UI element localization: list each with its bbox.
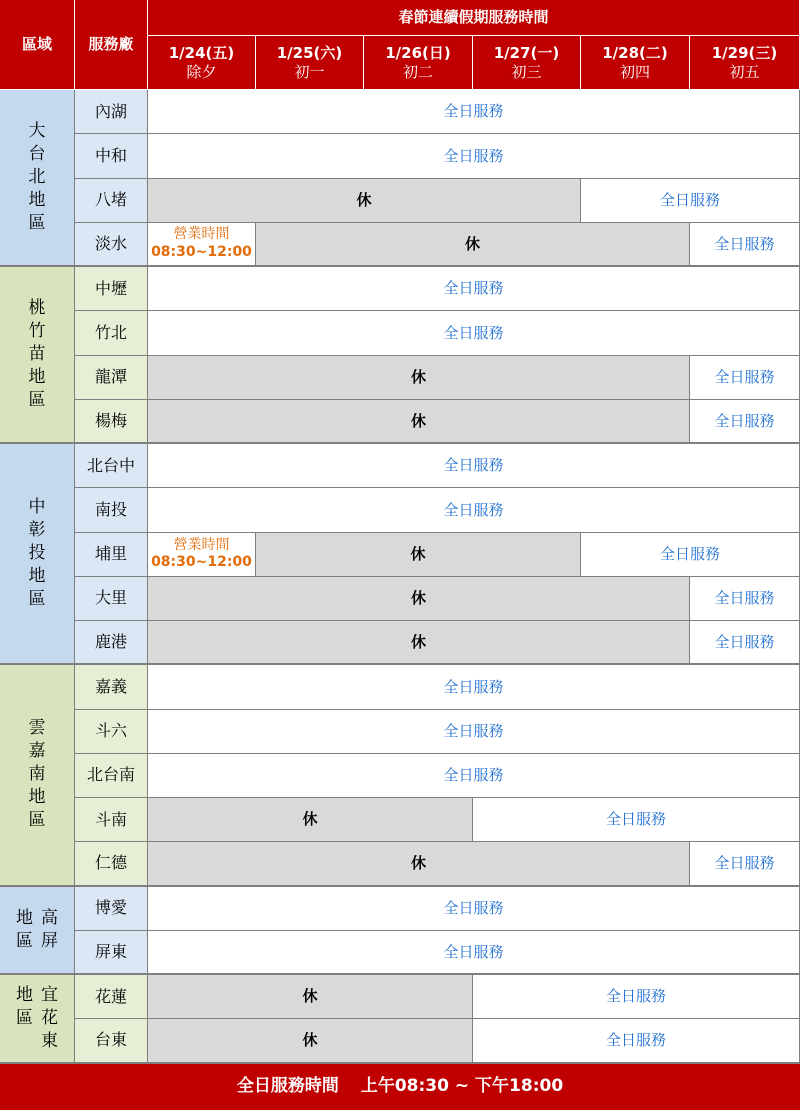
closed-cell (148, 975, 473, 1019)
closed-cell (148, 798, 473, 842)
day-date: 1/28(二) (602, 43, 668, 62)
region-char: 地 (28, 190, 46, 210)
full-service-label: 全日服務 (443, 146, 504, 165)
branch-name: 花蓮 (94, 986, 127, 1006)
full-service-label: 全日服務 (443, 456, 504, 475)
branch-name: 埔里 (94, 544, 127, 564)
closed-cell (148, 356, 690, 400)
closed-label: 休 (302, 987, 318, 1006)
branch-cell (75, 267, 148, 311)
branch-name: 斗六 (94, 721, 127, 741)
closed-label: 休 (464, 234, 480, 253)
full-service-label: 全日服務 (443, 721, 504, 740)
day-header (364, 36, 473, 90)
branch-cell (75, 90, 148, 134)
closed-cell (148, 179, 581, 223)
branch-name: 台東 (94, 1030, 127, 1050)
branch-cell (75, 356, 148, 400)
region-char: 南 (28, 764, 46, 785)
full-service-cell (581, 533, 800, 577)
full-service-cell (148, 90, 800, 134)
branch-name: 斗南 (94, 809, 127, 829)
region-char: 區 (28, 390, 46, 410)
region-cell (0, 267, 75, 444)
region-char: 投 (28, 543, 46, 564)
branch-name: 八堵 (94, 190, 127, 210)
region-char: 區 (16, 1007, 33, 1028)
day-header (256, 36, 364, 90)
region-char: 彰 (28, 520, 46, 541)
branch-name: 博愛 (94, 898, 127, 918)
branch-cell (75, 754, 148, 798)
closed-label: 休 (356, 190, 372, 209)
closed-cell (148, 577, 690, 621)
full-service-cell (148, 488, 800, 532)
region-char: 區 (28, 810, 46, 831)
region-char: 地 (16, 907, 33, 928)
branch-name: 中壢 (94, 278, 127, 298)
full-service-cell (148, 267, 800, 311)
day-header (148, 36, 256, 90)
full-service-label: 全日服務 (714, 411, 775, 430)
day-header (581, 36, 690, 90)
branch-name: 嘉義 (94, 676, 127, 696)
full-service-label: 全日服務 (443, 323, 504, 342)
region-cell (0, 444, 75, 665)
branch-cell (75, 1019, 148, 1063)
branch-cell (75, 975, 148, 1019)
region-char: 屏 (41, 930, 58, 951)
full-service-cell (148, 134, 800, 178)
branch-name: 楊梅 (94, 410, 127, 430)
full-service-label: 全日服務 (443, 766, 504, 784)
full-service-label: 全日服務 (443, 677, 504, 696)
branch-name: 北台中 (86, 455, 135, 475)
hours-label: 營業時間 (173, 226, 230, 243)
footer-banner (0, 1064, 800, 1110)
day-name: 初二 (402, 62, 433, 81)
full-service-cell (581, 179, 800, 223)
branch-name: 北台南 (86, 765, 135, 785)
hours-label: 營業時間 (173, 536, 230, 553)
branch-name: 鹿港 (94, 632, 127, 652)
region-char: 中 (28, 497, 46, 518)
full-service-label: 全日服務 (714, 854, 775, 872)
region-char: 地 (16, 984, 33, 1005)
closed-label: 休 (302, 810, 318, 829)
region-char: 台 (28, 144, 46, 164)
day-date: 1/26(日) (385, 43, 451, 62)
closed-cell (148, 621, 690, 665)
branch-cell (75, 842, 148, 886)
full-service-cell (690, 356, 800, 400)
partial-hours-cell (148, 533, 256, 577)
region-char: 花 (41, 1007, 58, 1028)
day-name: 初三 (511, 62, 542, 81)
closed-label: 休 (410, 411, 426, 430)
branch-name: 南投 (94, 499, 127, 519)
branch-cell (75, 710, 148, 754)
branch-cell (75, 179, 148, 223)
full-service-label: 全日服務 (714, 367, 775, 386)
full-service-cell (690, 621, 800, 665)
full-service-cell (690, 400, 800, 444)
branch-name: 仁德 (94, 853, 127, 873)
region-header-label: 區域 (21, 35, 52, 54)
region-char: 北 (28, 167, 46, 187)
closed-label: 休 (410, 632, 426, 651)
full-service-label: 全日服務 (714, 632, 775, 651)
hours-time: 08:30~12:00 (151, 554, 252, 571)
branch-cell (75, 311, 148, 355)
day-name: 初五 (729, 62, 760, 81)
branch-cell (75, 798, 148, 842)
region-char: 東 (41, 1030, 58, 1051)
full-service-cell (148, 665, 800, 709)
full-service-label: 全日服務 (443, 942, 504, 961)
region-char: 區 (28, 213, 46, 233)
closed-cell (148, 1019, 473, 1063)
region-char: 區 (16, 930, 33, 951)
full-service-cell (148, 444, 800, 488)
full-service-cell (148, 710, 800, 754)
branch-header-label: 服務廠 (88, 35, 134, 54)
closed-cell (148, 842, 690, 886)
full-service-label: 全日服務 (714, 234, 775, 253)
full-service-cell (690, 223, 800, 267)
region-char: 嘉 (28, 741, 46, 762)
full-service-label: 全日服務 (605, 987, 666, 1006)
region-char: 高 (41, 907, 58, 928)
closed-cell (256, 533, 581, 577)
branch-cell (75, 665, 148, 709)
branch-cell (75, 533, 148, 577)
branch-cell (75, 887, 148, 931)
full-service-label: 全日服務 (605, 1031, 666, 1049)
region-char: 地 (28, 367, 46, 387)
region-char: 桃 (28, 298, 46, 318)
region-char: 地 (28, 566, 46, 587)
day-name: 初一 (294, 62, 325, 81)
branch-name: 淡水 (94, 233, 127, 253)
full-service-label: 全日服務 (443, 102, 504, 121)
footer-label: 全日服務時間 (236, 1076, 339, 1097)
full-service-cell (148, 887, 800, 931)
full-service-cell (148, 931, 800, 975)
footer-hours: 上午08:30 ~ 下午18:00 (360, 1076, 564, 1097)
region-char: 地 (28, 787, 46, 808)
region-char: 宜 (41, 984, 58, 1005)
closed-label: 休 (410, 854, 426, 872)
branch-cell (75, 400, 148, 444)
day-date: 1/24(五) (168, 43, 235, 62)
closed-label: 休 (410, 589, 426, 607)
branch-cell (75, 577, 148, 621)
schedule-title-text: 春節連續假期服務時間 (398, 8, 549, 27)
full-service-cell (473, 1019, 800, 1063)
day-date: 1/25(六) (276, 43, 343, 62)
branch-name: 中和 (94, 145, 127, 165)
region-cell (0, 975, 75, 1064)
branch-cell (75, 223, 148, 267)
hours-time: 08:30~12:00 (151, 243, 252, 260)
partial-hours-cell (148, 223, 256, 267)
branch-cell (75, 931, 148, 975)
closed-label: 休 (302, 1031, 318, 1049)
full-service-label: 全日服務 (659, 544, 720, 563)
full-service-label: 全日服務 (443, 500, 504, 519)
region-cell (0, 887, 75, 976)
branch-cell (75, 134, 148, 178)
region-char: 大 (28, 121, 46, 141)
closed-label: 休 (410, 367, 426, 386)
region-char: 雲 (28, 718, 46, 739)
full-service-cell (690, 842, 800, 886)
day-header (473, 36, 581, 90)
day-date: 1/27(一) (493, 43, 560, 62)
full-service-label: 全日服務 (659, 190, 720, 209)
region-cell (0, 90, 75, 267)
full-service-label: 全日服務 (443, 898, 504, 917)
day-name: 初四 (619, 62, 650, 81)
closed-cell (148, 400, 690, 444)
branch-cell (75, 621, 148, 665)
branch-name: 龍潭 (94, 367, 127, 387)
branch-cell (75, 444, 148, 488)
day-name: 除夕 (186, 62, 217, 81)
full-service-cell (148, 754, 800, 798)
full-service-cell (473, 975, 800, 1019)
branch-header (75, 0, 148, 90)
branch-cell (75, 488, 148, 532)
full-service-label: 全日服務 (605, 810, 666, 829)
branch-name: 大里 (94, 588, 127, 608)
day-header (690, 36, 800, 90)
region-header (0, 0, 75, 90)
full-service-label: 全日服務 (714, 589, 775, 607)
full-service-cell (148, 311, 800, 355)
closed-cell (256, 223, 690, 267)
branch-name: 屏東 (94, 941, 127, 961)
full-service-label: 全日服務 (443, 279, 504, 298)
region-char: 區 (28, 589, 46, 610)
full-service-cell (690, 577, 800, 621)
region-char: 苗 (28, 344, 46, 364)
branch-name: 竹北 (94, 322, 127, 342)
region-char: 竹 (28, 321, 46, 341)
region-cell (0, 665, 75, 886)
closed-label: 休 (410, 544, 426, 563)
day-date: 1/29(三) (711, 43, 778, 62)
branch-name: 內湖 (94, 101, 127, 121)
full-service-cell (473, 798, 800, 842)
schedule-title (148, 0, 800, 36)
